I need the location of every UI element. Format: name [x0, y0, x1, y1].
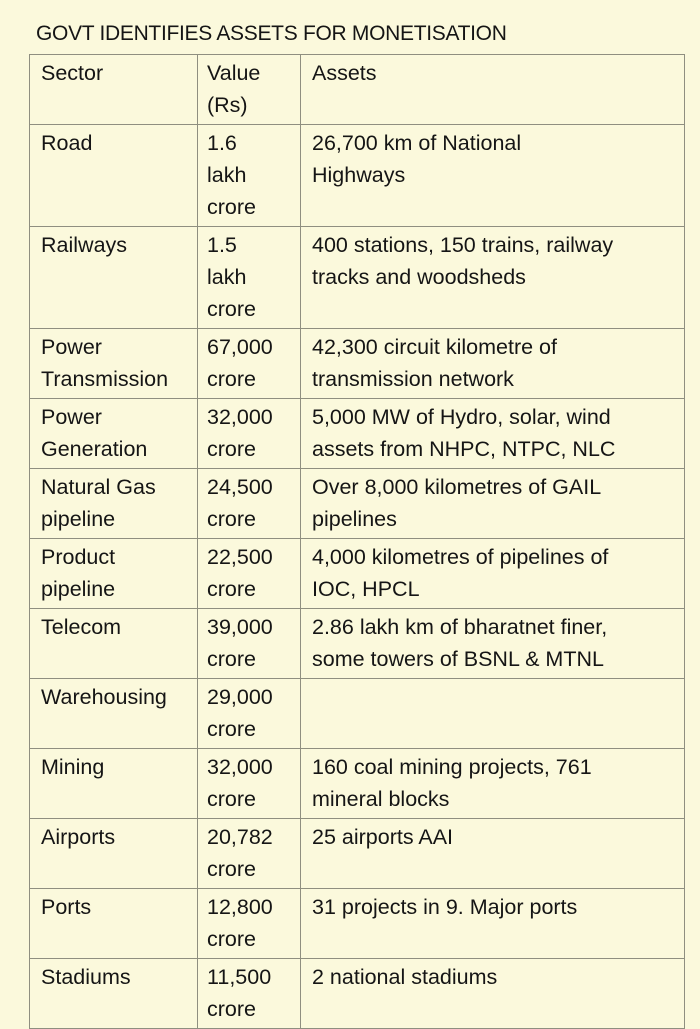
sector-cell: Telecom	[30, 609, 198, 679]
value-cell: 24,500 crore	[198, 469, 301, 539]
sector-cell: Mining	[30, 749, 198, 819]
sector-cell: Airports	[30, 819, 198, 889]
table-row	[30, 679, 685, 749]
table-row	[30, 329, 685, 399]
table-header-row	[30, 55, 685, 125]
assets-table	[29, 54, 685, 1029]
table-row	[30, 819, 685, 889]
value-cell: 20,782 crore	[198, 819, 301, 889]
assets-cell: 2.86 lakh km of bharatnet finer, some towers of BSNL & MTNL	[301, 609, 685, 679]
sector-cell: Ports	[30, 889, 198, 959]
assets-cell: 160 coal mining projects, 761 mineral blocks	[301, 749, 685, 819]
assets-cell: Over 8,000 kilometres of GAIL pipelines	[301, 469, 685, 539]
assets-cell: 4,000 kilometres of pipelines of IOC, HPCL	[301, 539, 685, 609]
table-row	[30, 125, 685, 227]
value-cell: 22,500 crore	[198, 539, 301, 609]
assets-cell	[301, 679, 685, 749]
assets-cell: 31 projects in 9. Major ports	[301, 889, 685, 959]
header-value: Value (Rs)	[198, 55, 301, 125]
assets-cell: 42,300 circuit kilometre of transmission network	[301, 329, 685, 399]
table-row	[30, 749, 685, 819]
assets-cell: 5,000 MW of Hydro, solar, wind assets from NHPC, NTPC, NLC	[301, 399, 685, 469]
table-row	[30, 959, 685, 1029]
sector-cell: Power Generation	[30, 399, 198, 469]
header-assets: Assets	[301, 55, 685, 125]
value-cell: 12,800 crore	[198, 889, 301, 959]
assets-cell: 25 airports AAI	[301, 819, 685, 889]
sector-cell: Power Transmission	[30, 329, 198, 399]
sector-cell: Stadiums	[30, 959, 198, 1029]
assets-cell: 26,700 km of National Highways	[301, 125, 685, 227]
value-cell: 29,000 crore	[198, 679, 301, 749]
table-row	[30, 609, 685, 679]
table-row	[30, 469, 685, 539]
sector-cell: Natural Gas pipeline	[30, 469, 198, 539]
value-cell: 67,000 crore	[198, 329, 301, 399]
value-cell: 1.6 lakh crore	[198, 125, 301, 227]
value-cell: 32,000 crore	[198, 399, 301, 469]
value-cell: 39,000 crore	[198, 609, 301, 679]
sector-cell: Railways	[30, 227, 198, 329]
table-row	[30, 227, 685, 329]
sector-cell: Product pipeline	[30, 539, 198, 609]
sector-cell: Road	[30, 125, 198, 227]
assets-cell: 2 national stadiums	[301, 959, 685, 1029]
table-row	[30, 539, 685, 609]
table-row	[30, 399, 685, 469]
page-title: GOVT IDENTIFIES ASSETS FOR MONETISATION	[36, 22, 507, 45]
assets-cell: 400 stations, 150 trains, railway tracks and woodsheds	[301, 227, 685, 329]
value-cell: 11,500 crore	[198, 959, 301, 1029]
sector-cell: Warehousing	[30, 679, 198, 749]
table-row	[30, 889, 685, 959]
value-cell: 32,000 crore	[198, 749, 301, 819]
header-sector: Sector	[30, 55, 198, 125]
value-cell: 1.5 lakh crore	[198, 227, 301, 329]
